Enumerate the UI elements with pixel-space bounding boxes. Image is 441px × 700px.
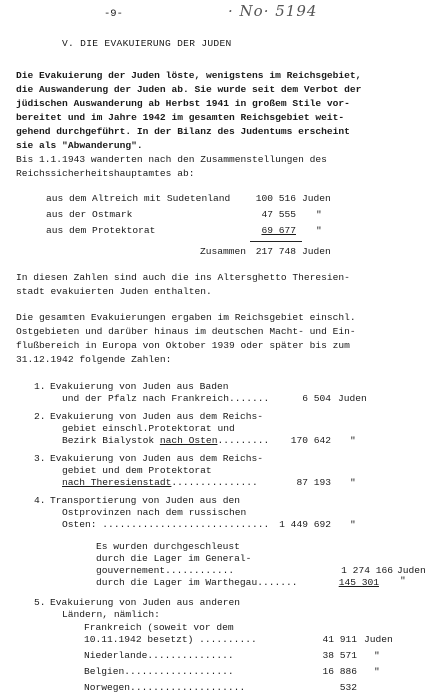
sub-unit: ": [400, 575, 406, 586]
item-text-part: Bezirk Bialystok: [62, 435, 160, 446]
country-text: 10.11.1942 besetzt) ..........: [84, 634, 257, 645]
intro-line: Bis 1.1.1943 wanderten nach den Zusammenstellungen des: [16, 154, 327, 165]
country-label: Norwegen....................: [84, 682, 246, 693]
item-text: Evakuierung von Juden aus Baden: [50, 381, 229, 392]
item-number: 2.: [34, 411, 46, 422]
item-value: 87 193: [296, 477, 331, 488]
total-label: Zusammen: [200, 246, 247, 257]
item-text: Evakuierung von Juden aus dem Reichs-: [50, 411, 264, 422]
intro-line: Die Evakuierung der Juden löste, wenigstens im Reichsgebiet,: [16, 70, 362, 81]
intro-line: jüdischen Auswanderung ab Herbst 1941 in großem Stile vor-: [16, 98, 350, 109]
country-value: 16 886: [322, 666, 357, 677]
intro-line: gehend durchgeführt. In der Bilanz des Judentums erscheint: [16, 126, 350, 137]
item-value: 1 449 692: [279, 519, 331, 530]
item-unit: ": [350, 519, 356, 530]
country-unit: Juden: [364, 634, 393, 645]
total-unit: Juden: [302, 246, 331, 257]
table-row-unit: Juden: [302, 193, 331, 204]
country-value: 41 911: [322, 634, 357, 645]
summary-line: Die gesamten Evakuierungen ergaben im Reichsgebiet einschl.: [16, 312, 356, 323]
item-number: 1.: [34, 381, 46, 392]
table-row-unit: ": [316, 209, 322, 220]
country-unit: ": [374, 666, 380, 677]
item-text: gebiet und dem Protektorat: [62, 465, 212, 476]
intro-line: bereitet und im Jahre 1942 im gesamten Reichsgebiet weit-: [16, 112, 345, 123]
item-text-underlined: nach Osten: [159, 435, 218, 446]
total-value: 217 748: [255, 246, 296, 257]
country-label: Belgien...................: [84, 666, 234, 677]
item-unit: ": [350, 477, 356, 488]
table-row-label: aus der Ostmark: [46, 209, 133, 220]
item-text: Osten: .............................: [62, 519, 270, 530]
sum-rule: [250, 241, 302, 242]
country-value: 532: [339, 682, 357, 693]
item-text: und der Pfalz nach Frankreich.......: [62, 393, 270, 404]
item-unit: Juden: [338, 393, 367, 404]
item-text-dots: .........: [217, 435, 270, 446]
handwritten-reference: · No· 5194: [228, 2, 318, 20]
item-text: [62, 435, 269, 447]
intro-line: die Auswanderung der Juden ab. Sie wurde seit dem Verbot der: [16, 84, 362, 95]
item-text: gebiet einschl.Protektorat und: [62, 423, 235, 434]
item-text: Evakuierung von Juden aus dem Reichs-: [50, 453, 264, 464]
item-text: [62, 477, 258, 489]
item-value: 170 642: [290, 435, 331, 446]
table-row-label: aus dem Protektorat: [46, 225, 156, 236]
table-row-unit: ": [316, 225, 322, 236]
item-text-dots: ...............: [171, 477, 258, 488]
sub-text: durch die Lager im Warthegau.......: [96, 577, 298, 588]
section-title: V. DIE EVAKUIERUNG DER JUDEN: [62, 38, 232, 49]
table-row-value: 47 555: [261, 209, 296, 220]
country-label: Niederlande...............: [84, 650, 234, 661]
item-text: Evakuierung von Juden aus anderen: [50, 597, 240, 608]
note-line: In diesen Zahlen sind auch die ins Altersghetto Theresien-: [16, 272, 350, 283]
sub-text: Es wurden durchgeschleust: [96, 541, 240, 552]
table-row-label: aus dem Altreich mit Sudetenland: [46, 193, 231, 204]
sub-unit: Juden: [397, 565, 426, 576]
item-text: Ländern, nämlich:: [62, 609, 160, 620]
sub-text: gouvernement............: [96, 565, 235, 576]
item-number: 3.: [34, 453, 46, 464]
item-value: 6 504: [302, 393, 331, 404]
intro-line: Reichssicherheitshauptamtes ab:: [16, 168, 195, 179]
sub-text: durch die Lager im General-: [96, 553, 252, 564]
country-text: Frankreich (soweit vor dem: [84, 622, 234, 633]
table-row-value: 100 516: [255, 193, 296, 204]
table-row-value: 69 677: [261, 225, 296, 236]
item-text: Transportierung von Juden aus den: [50, 495, 240, 506]
item-number: 5.: [34, 597, 46, 608]
item-unit: ": [350, 435, 356, 446]
sub-value: 145 301: [338, 577, 379, 588]
note-line: stadt evakuierten Juden enthalten.: [16, 286, 212, 297]
summary-line: 31.12.1942 folgende Zahlen:: [16, 354, 172, 365]
page-number: -9-: [104, 8, 123, 20]
summary-line: Ostgebieten und darüber hinaus im deutschen Macht- und Ein-: [16, 326, 356, 337]
intro-line: sie als "Abwanderung".: [16, 140, 143, 151]
summary-line: flußbereich in Europa von Oktober 1939 oder später bis zum: [16, 340, 350, 351]
item-number: 4.: [34, 495, 46, 506]
sub-value: 1 274 166: [341, 565, 393, 576]
country-value: 38 571: [322, 650, 357, 661]
item-text: Ostprovinzen nach dem russischen: [62, 507, 247, 518]
country-unit: ": [374, 650, 380, 661]
item-text-underlined: nach Theresienstadt: [62, 477, 172, 488]
